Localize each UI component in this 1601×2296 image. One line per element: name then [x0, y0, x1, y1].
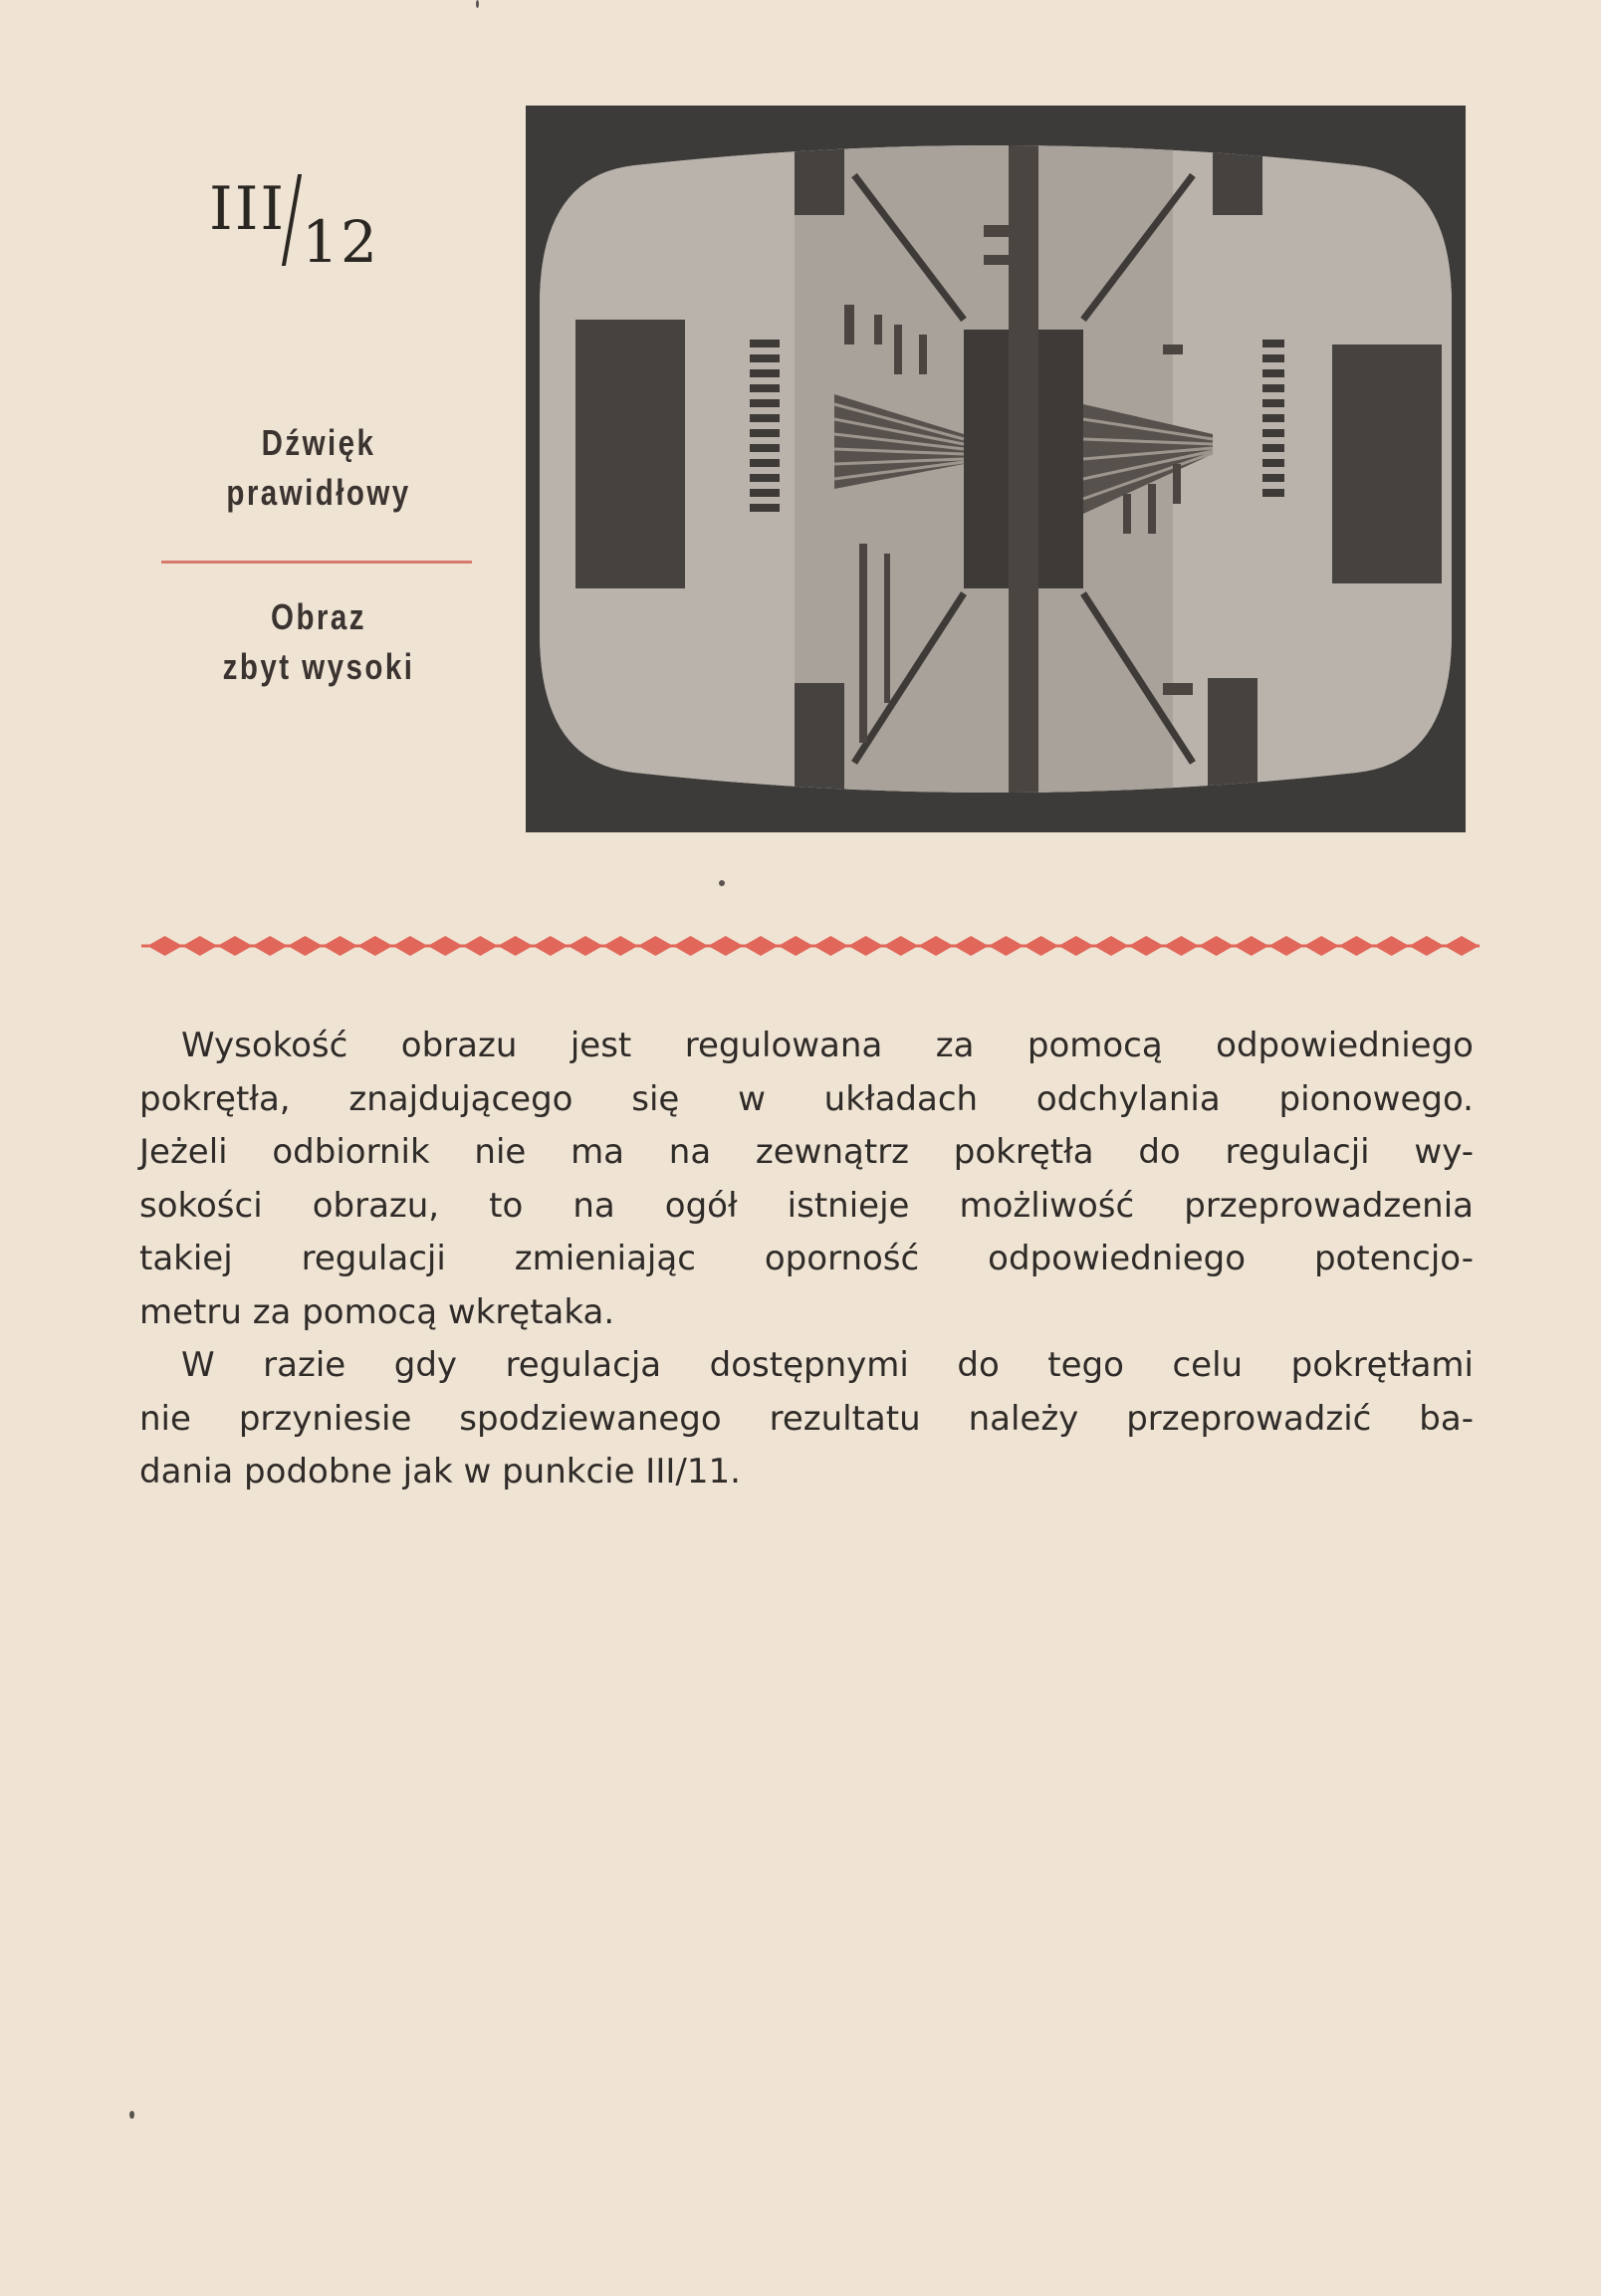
border-diamond: [568, 936, 602, 956]
paper-speck: [476, 0, 479, 8]
body-text: [139, 1020, 1474, 1499]
border-diamond: [182, 936, 217, 956]
test-pattern-photo: [526, 106, 1466, 832]
border-diamond: [392, 936, 427, 956]
border-diamond: [357, 936, 392, 956]
border-diamond: [1164, 936, 1199, 956]
border-diamond: [463, 936, 498, 956]
border-diamond: [1374, 936, 1409, 956]
border-diamond: [253, 936, 288, 956]
border-diamond: [533, 936, 568, 956]
section-roman: III: [209, 174, 287, 244]
test-pattern-image: [526, 106, 1466, 832]
section-number: [209, 174, 379, 276]
border-diamond: [813, 936, 848, 956]
border-diamond: [323, 936, 357, 956]
border-diamond: [1199, 936, 1234, 956]
border-diamond: [603, 936, 638, 956]
diamond-border-graphic: [141, 928, 1480, 964]
p1-line: metru za pomocą wkrętaka.: [139, 1291, 615, 1332]
sound-label-line2: prawidłowy: [226, 472, 411, 513]
border-diamond: [1339, 936, 1374, 956]
border-diamond: [1093, 936, 1128, 956]
picture-status-label: [188, 592, 449, 692]
border-diamond: [638, 936, 673, 956]
border-diamond: [498, 936, 533, 956]
border-diamond: [1058, 936, 1093, 956]
border-diamond: [673, 936, 708, 956]
label-divider: [161, 561, 472, 564]
border-diamond: [1268, 936, 1303, 956]
paper-speck: [719, 880, 725, 886]
border-diamond: [743, 936, 778, 956]
border-diamond: [1234, 936, 1268, 956]
p2-line: nie przyniesie spodziewanego rezultatu należy przeprowadzić ba-: [139, 1398, 1474, 1439]
p1-line: takiej regulacji zmieniając oporność odpowiedniego potencjo-: [139, 1239, 1474, 1278]
border-diamond: [428, 936, 463, 956]
border-diamond: [1129, 936, 1164, 956]
p2-line: dania podobne jak w punkcie III/11.: [139, 1452, 741, 1492]
border-diamond: [848, 936, 883, 956]
border-diamond: [883, 936, 918, 956]
border-diamond: [918, 936, 953, 956]
border-diamond: [1444, 936, 1479, 956]
diamond-border-ornament: [141, 928, 1480, 964]
paper-speck: [129, 2111, 134, 2119]
sound-status-label: [188, 418, 449, 518]
border-diamond: [147, 936, 182, 956]
p1-line: sokości obrazu, to na ogół istnieje możliwość przeprowadzenia: [139, 1185, 1474, 1226]
paragraph-1: [139, 1020, 1474, 1339]
border-diamond: [779, 936, 813, 956]
sound-label-line1: Dźwięk: [261, 422, 376, 463]
paragraph-2: [139, 1339, 1474, 1499]
p1-line: Jeżeli odbiornik nie ma na zewnątrz pokrętła do regulacji wy-: [139, 1132, 1474, 1172]
picture-label-line1: Obraz: [271, 596, 366, 637]
p1-line: Wysokość obrazu jest regulowana za pomocą odpowiedniego: [181, 1026, 1474, 1065]
border-diamond: [288, 936, 323, 956]
section-num: 12: [302, 208, 379, 276]
picture-label-line2: zbyt wysoki: [222, 646, 415, 687]
p2-line: W razie gdy regulacja dostępnymi do tego celu pokrętłami: [181, 1345, 1474, 1385]
border-diamond: [1409, 936, 1444, 956]
border-diamond: [1024, 936, 1058, 956]
p1-line: pokrętła, znajdującego się w układach odchylania pionowego.: [139, 1078, 1474, 1119]
border-diamond: [989, 936, 1024, 956]
border-diamond: [954, 936, 989, 956]
border-diamond: [708, 936, 743, 956]
border-diamond: [1304, 936, 1339, 956]
border-diamond: [217, 936, 252, 956]
